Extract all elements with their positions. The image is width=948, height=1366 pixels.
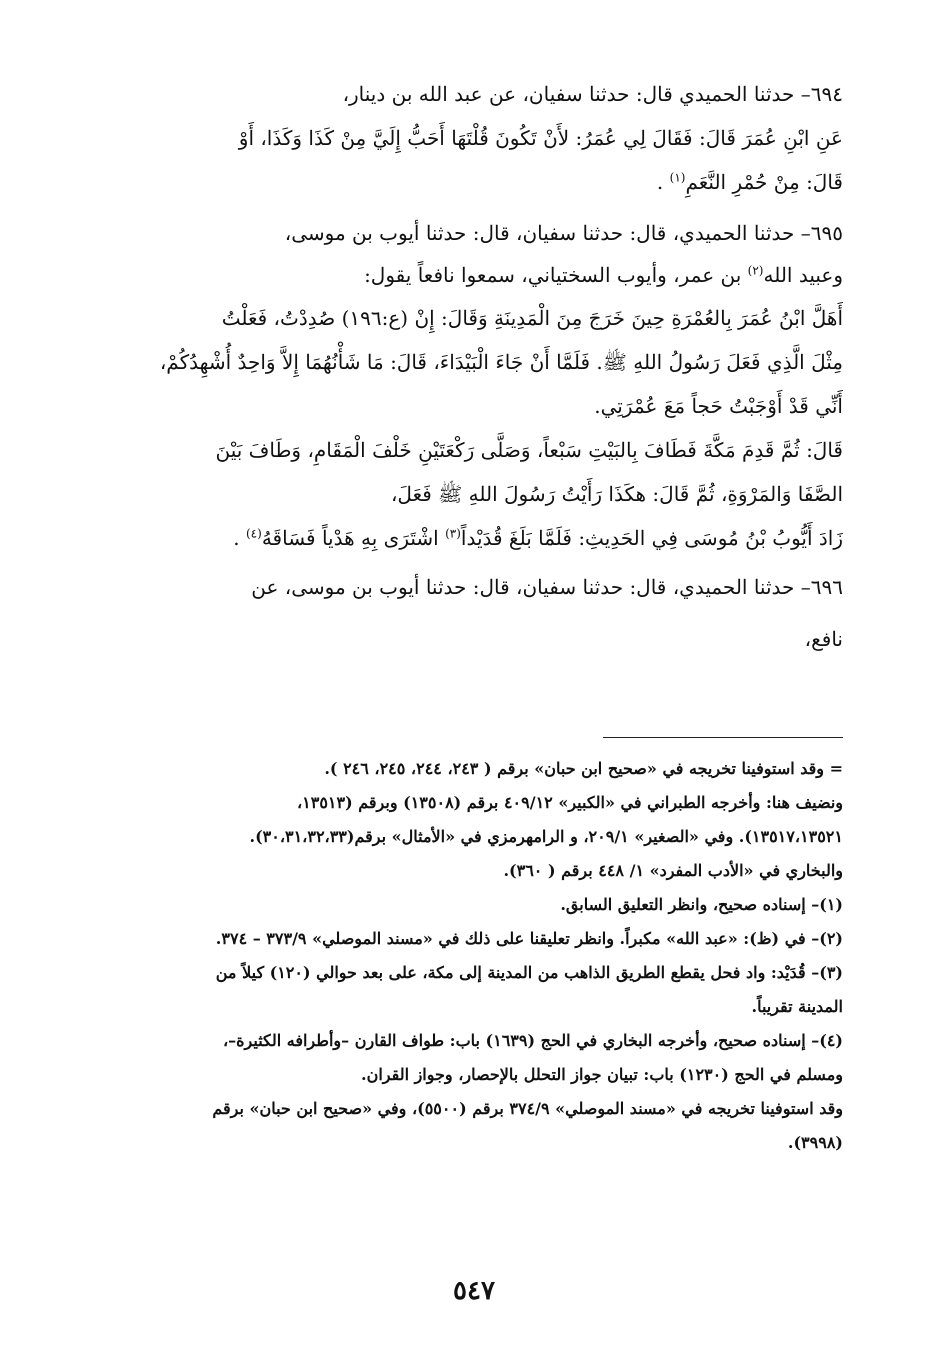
footnote-3: المدينة تقريباً. (751, 997, 843, 1016)
hadith-695-intro: ٦٩٥– حدثنا الحميدي، قال: حدثنا سفيان، قال: حدثنا أيوب بن موسى، (284, 221, 843, 245)
hadith-694-intro: ٦٩٤– حدثنا الحميدي قال: حدثنا سفيان، عن عبد الله بن دينار، (342, 82, 843, 106)
footnote-4: وقد استوفينا تخريجه في «مسند الموصلي» ٣٧٤/٩ برقم (٥٥٠٠)، وفي «صحيح ابن حبان» برقم (212, 1099, 843, 1118)
hadith-696-intro: ٦٩٦– حدثنا الحميدي، قال: حدثنا سفيان، قال: حدثنا أيوب بن موسى، عن (251, 575, 843, 599)
footnote-4: (٣٩٩٨). (787, 1133, 843, 1152)
hadith-text: قَالَ: مِنْ حُمْرِ النَّعَمِ (685, 170, 843, 194)
footnote-marker: (٣) (445, 526, 461, 541)
footnote-continuation: والبخاري في «الأدب المفرد» ١/ ٤٤٨ برقم ( ٣٦٠). (503, 861, 843, 880)
hadith-694-body-line: عَنِ ابْنِ عُمَرَ قَالَ: فَقَالَ لِي عُمَرُ: لأَنْ تَكُونَ قُلْتَهَا أَحَبُّ إِلَيَّ مِنْ كَذَا وَكَذَا، أَوْ (238, 126, 843, 150)
footnote-continuation: ١٣٥١٧،١٣٥٢١). وفي «الصغير» ٢٠٩/١، و الرامهرمزي في «الأمثال» برقم(٣٠،٣١،٣٢،٣٣). (249, 827, 843, 846)
hadith-695-body-line: أَنِّي قَدْ أَوْجَبْتُ حَجاً مَعَ عُمْرَتِي. (594, 394, 843, 418)
hadith-694-body-line (103, 160, 843, 204)
hadith-text: زَادَ أَيُّوبُ بْنُ مُوسَى فِي الحَدِيثِ: فَلَمَّا بَلَغَ قُدَيْداً (460, 526, 843, 550)
hadith-text: اشْتَرَى بِهِ هَدْياً فَسَاقَهُ (261, 526, 446, 550)
hadith-696-intro: نافع، (804, 627, 843, 651)
hadith-695-body-line: مِثْلَ الَّذِي فَعَلَ رَسُولُ اللهِ ﷺ. فَلَمَّا أَنْ جَاءَ الْبَيْدَاءَ، قَالَ: مَا شَأْنُهُمَا إِلاَّ وَاحِدٌ أُشْهِدُكُمْ، (159, 350, 843, 374)
footnote-marker: (١) (669, 170, 686, 185)
chain-text: بن عمر، وأيوب السختياني، سمعوا نافعاً يقول: (364, 263, 748, 287)
footnote-marker: (٤) (245, 526, 262, 541)
footnote-3: (٣)– قُدَيْد: واد فحل يقطع الطريق الذاهب من المدينة إلى مكة، على بعد حوالي (١٢٠) كيلاً من (215, 963, 843, 982)
chain-text: وعبيد الله (763, 263, 843, 287)
hadith-695-intro (103, 254, 843, 296)
hadith-695-body-line: الصَّفَا وَالمَرْوَةِ، ثُمَّ قَالَ: هكَذَا رَأَيْتُ رَسُولَ اللهِ ﷺ فَعَلَ، (390, 482, 843, 506)
footnote-4: ومسلم في الحج (١٢٣٠) باب: تبيان جواز التحلل بالإحصار، وجواز القران. (361, 1065, 843, 1084)
page-number: ٥٤٧ (453, 1276, 495, 1306)
footnote-marker: (٢) (747, 263, 764, 278)
footnote-2: (٢)– في (ظ): «عبد الله» مكبراً. وانظر تعليقنا على ذلك في «مسند الموصلي» ٣٧٣/٩ – ٣٧٤. (215, 929, 843, 948)
footnote-1: (١)– إسناده صحيح، وانظر التعليق السابق. (560, 895, 843, 914)
hadith-695-body-line: قَالَ: ثُمَّ قَدِمَ مَكَّةَ فَطَافَ بِالبَيْتِ سَبْعاً، وَصَلَّى رَكْعَتَيْنِ خَلْفَ الْمَقَامِ، وَطَافَ بَيْنَ (215, 438, 843, 462)
footnote-continuation: ونضيف هنا: وأخرجه الطبراني في «الكبير» ٤٠٩/١٢ برقم (١٣٥٠٨) وبرقم (١٣٥١٣، (296, 793, 843, 812)
footnote-separator (603, 737, 843, 738)
hadith-695-body-line: أَهَلَّ ابْنُ عُمَرَ بِالعُمْرَةِ حِينَ خَرَجَ مِنَ الْمَدِينَةِ وَقَالَ: إِنْ (ع:١٩٦) صُدِدْتُ، فَعَلْتُ (221, 306, 843, 330)
footnotes (103, 752, 843, 1160)
footnote-continuation: = وقد استوفينا تخريجه في «صحيح ابن حبان» برقم ( ٢٤٣، ٢٤٤، ٢٤٥، ٢٤٦ ). (324, 759, 843, 778)
main-text (103, 72, 843, 660)
hadith-text: . (233, 526, 246, 550)
hadith-695-body-line (103, 516, 843, 560)
footnote-4: (٤)– إسناده صحيح، وأخرجه البخاري في الحج (١٦٣٩) باب: طواف القارن –وأطرافه الكثيرة–، (222, 1031, 843, 1050)
hadith-text: . (656, 170, 670, 194)
